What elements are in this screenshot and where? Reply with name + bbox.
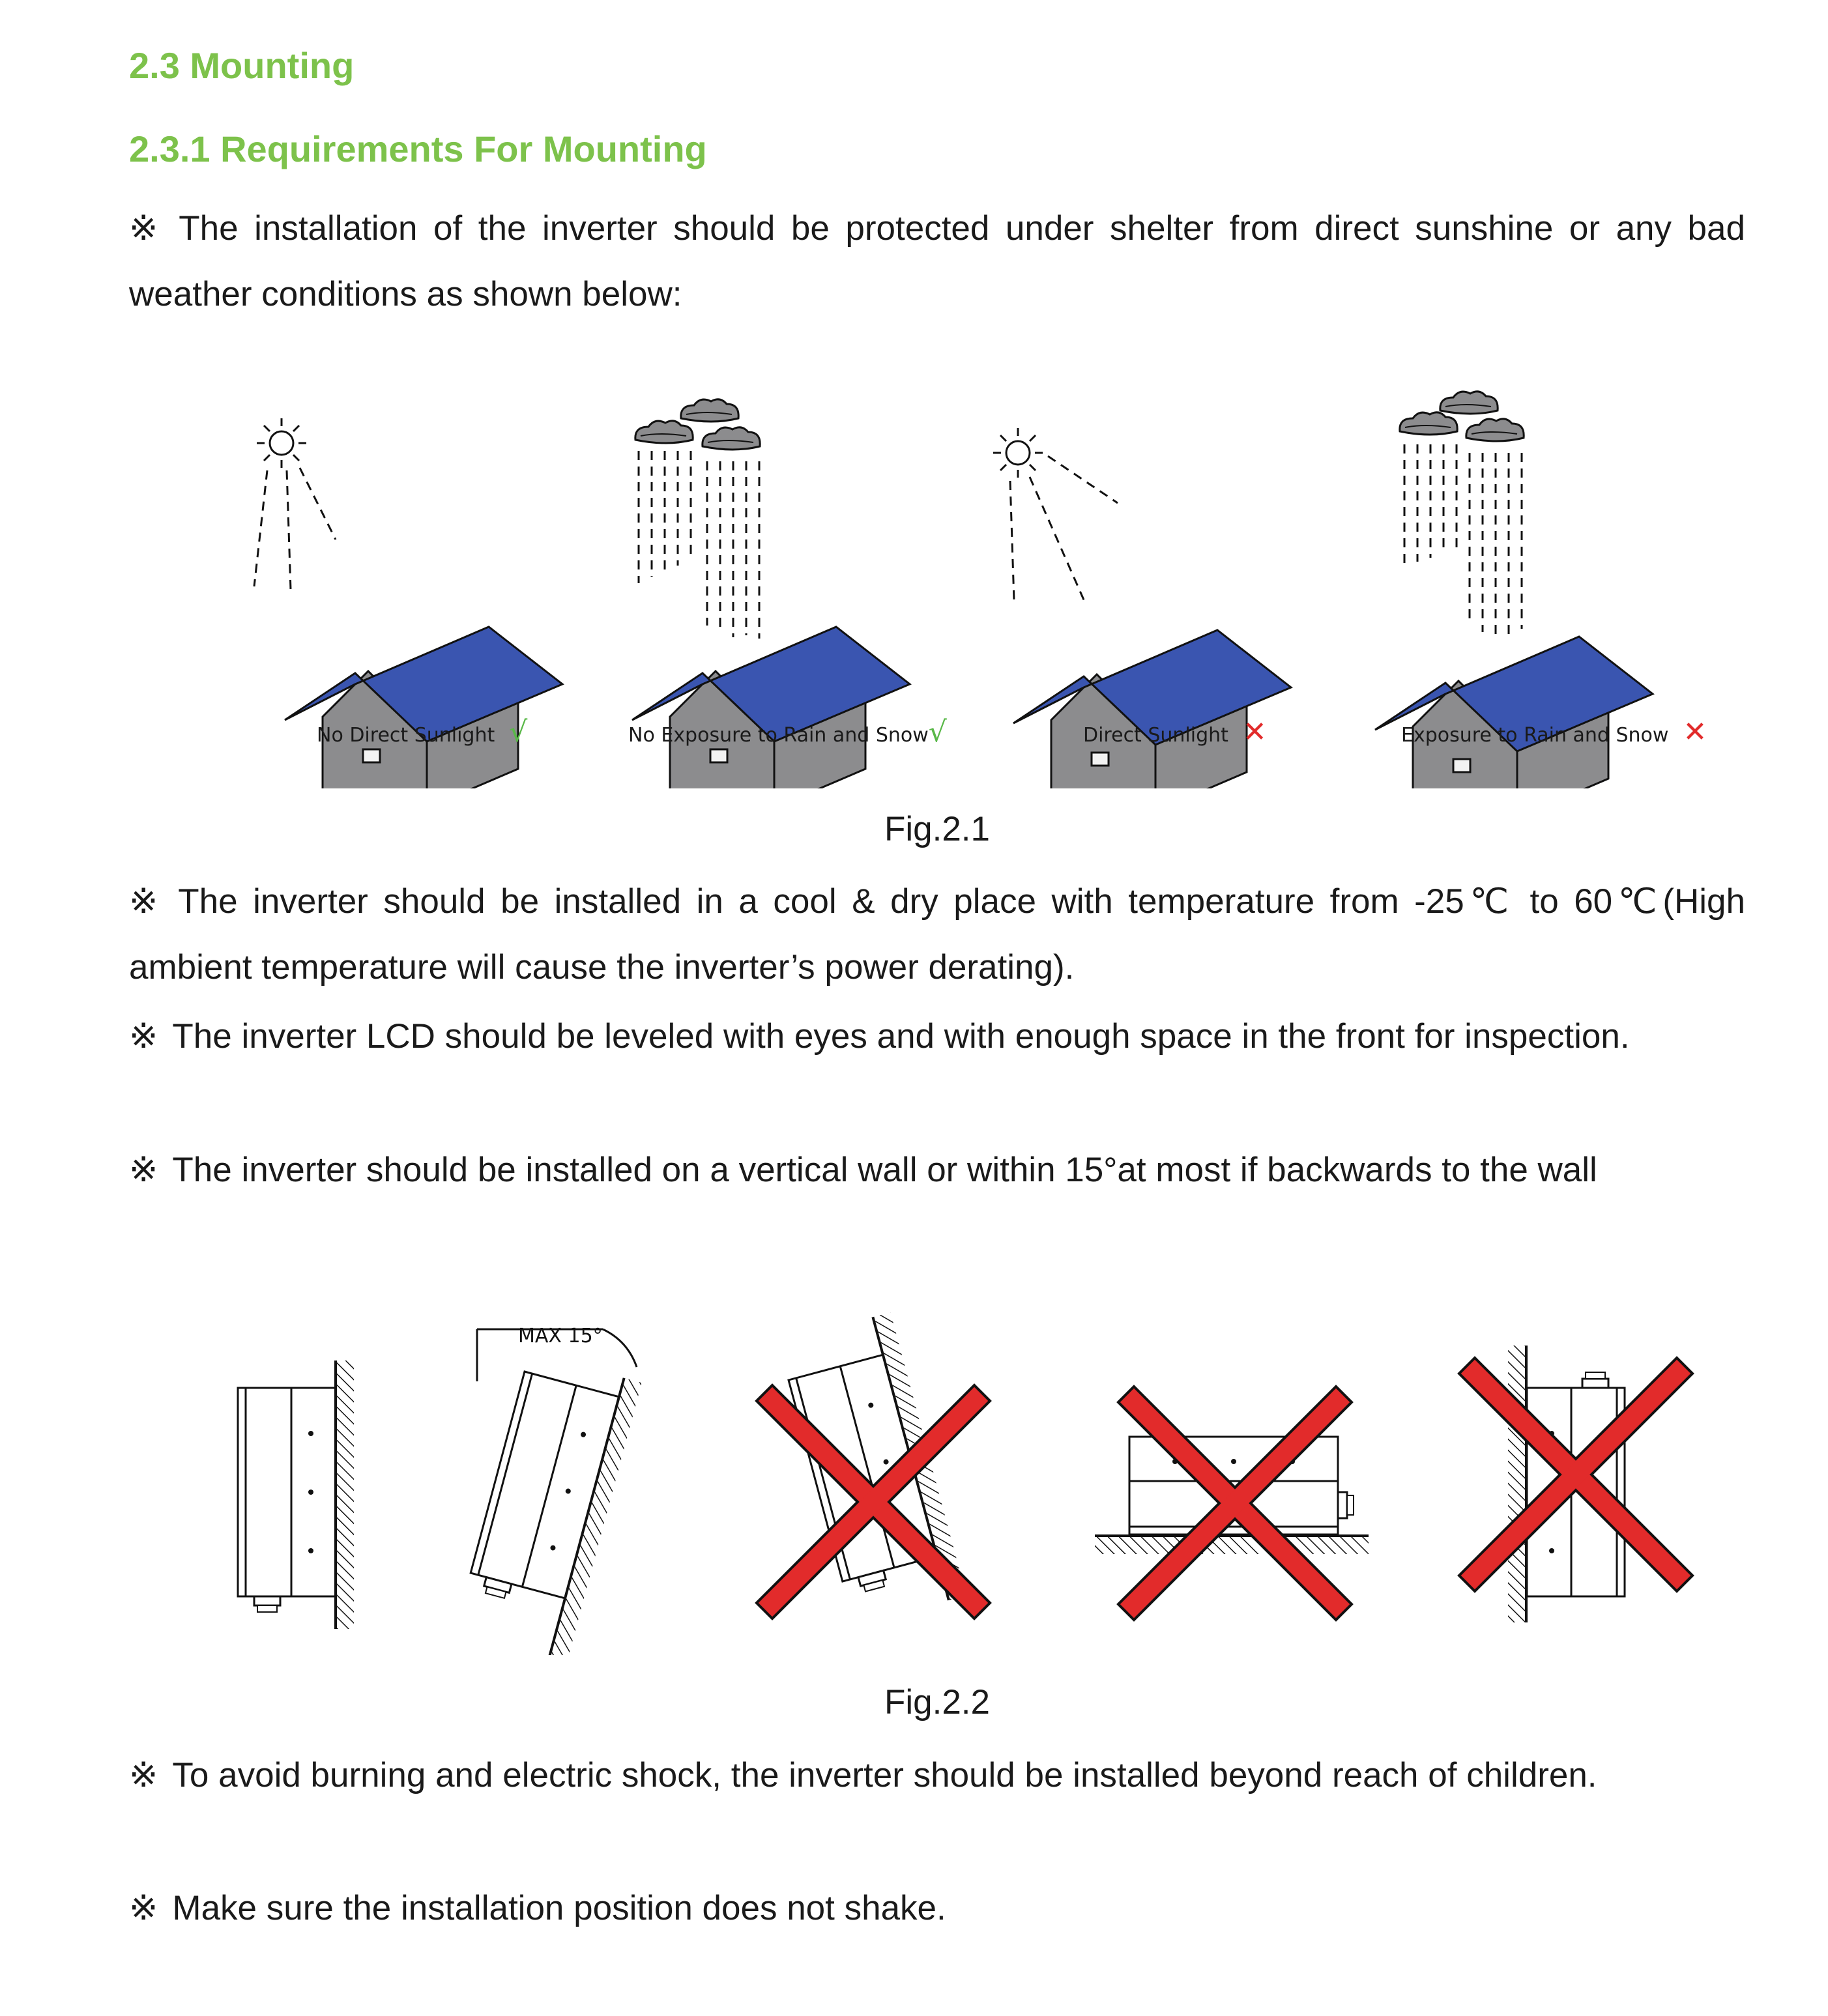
cloud-icon xyxy=(635,421,693,443)
max-angle-label: MAX 15° xyxy=(518,1325,603,1347)
mount-vertical-correct xyxy=(238,1361,354,1629)
cross-icon: ✕ xyxy=(1242,715,1267,749)
label-rain-snow-exposure: Exposure to Rain and Snow ✕ xyxy=(1401,715,1707,749)
mount-tilt-15-correct xyxy=(454,1325,641,1655)
cross-icon: ✕ xyxy=(1683,715,1707,749)
mount-tilt-forward-wrong xyxy=(772,1312,974,1626)
cloud-icon xyxy=(1466,419,1524,441)
paragraph-shelter: ※ The installation of the inverter should be protected under shelter from direct sunshine or any bad weather conditions as shown below: xyxy=(129,209,1745,313)
sun-icon xyxy=(257,418,306,468)
label-direct-sunlight: Direct Sunlight ✕ xyxy=(1083,715,1267,749)
paragraph-no-shake: ※ Make sure the installation position does not shake. xyxy=(129,1889,946,1927)
cloud-icon xyxy=(703,427,760,450)
sun-icon xyxy=(993,428,1043,478)
label-no-rain-snow: No Exposure to Rain and Snow√ xyxy=(628,715,947,749)
cloud-icon xyxy=(681,399,738,422)
figure-mounting-angles xyxy=(0,1303,1828,1655)
reference-mark: ※ xyxy=(129,1889,158,1927)
reference-mark: ※ xyxy=(129,1756,158,1794)
mount-horizontal-wrong xyxy=(1095,1402,1369,1604)
label-no-direct-sunlight: No Direct Sunlight √ xyxy=(317,715,528,749)
mount-upside-down-wrong xyxy=(1475,1346,1677,1622)
check-icon: √ xyxy=(928,715,947,749)
section-heading: 2.3 Mounting xyxy=(129,45,355,86)
paragraph-vertical-wall: ※ The inverter should be installed on a vertical wall or within 15°at most if backwards to the wall xyxy=(129,1151,1597,1189)
subsection-heading: 2.3.1 Requirements For Mounting xyxy=(129,128,707,169)
paragraph-temperature: ※ The inverter should be installed in a cool & dry place with temperature from -25℃ to 60℃(High ambient temperature will cause the inverter’s power derating). xyxy=(129,882,1745,986)
cloud-icon xyxy=(1440,392,1498,414)
reference-mark: ※ xyxy=(129,209,165,248)
reference-mark: ※ xyxy=(129,882,164,921)
cloud-icon xyxy=(1400,412,1457,435)
reference-mark: ※ xyxy=(129,1017,158,1056)
paragraph-lcd-level: ※ The inverter LCD should be leveled with eyes and with enough space in the front for inspection. xyxy=(129,1017,1630,1056)
paragraph-children: ※ To avoid burning and electric shock, the inverter should be installed beyond reach of children. xyxy=(129,1756,1597,1794)
figure-caption-2-1: Fig.2.1 xyxy=(884,810,991,848)
figure-caption-2-2: Fig.2.2 xyxy=(884,1683,991,1721)
check-icon: √ xyxy=(509,715,528,749)
reference-mark: ※ xyxy=(129,1151,158,1189)
